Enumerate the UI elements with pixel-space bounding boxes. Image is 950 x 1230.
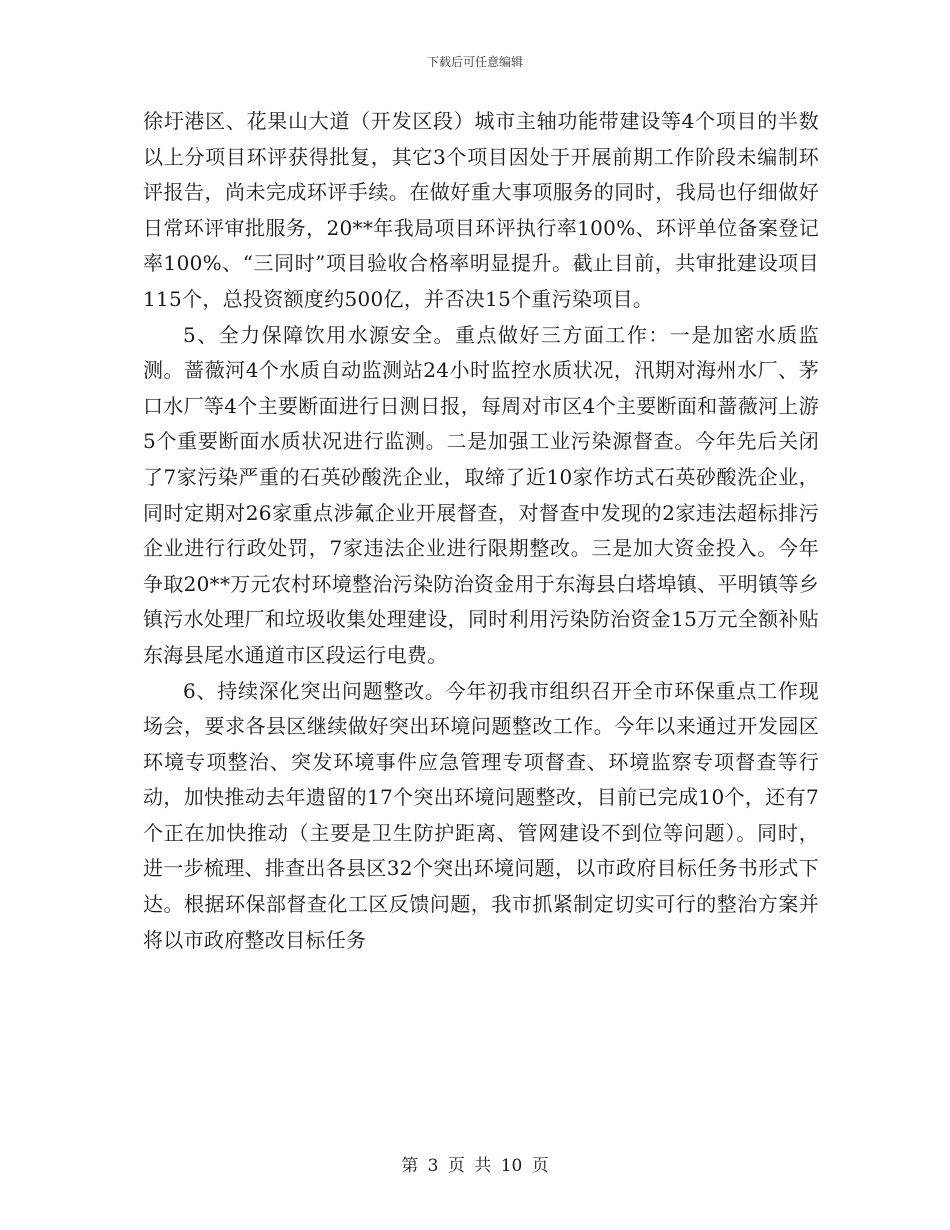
paragraph-continuation: 徐圩港区、花果山大道（开发区段）城市主轴功能带建设等4个项目的半数以上分项目环评获得批复，其它3个项目因处于开展前期工作阶段未编制环评报告，尚未完成环评手续。在做好重大事项服务的同时，我局也仔细做好日常环评审批服务，20**年我局项目环评执行率100%、环评单位备案登记率100%、“三同时”项目验收合格率明显提升。截止目前，共审批建设项目115个，总投资额度约500亿，并否决15个重污染项目。 [143, 109, 819, 311]
page-header-note: 下载后可任意编辑 [426, 55, 523, 69]
paragraph-issue-rectification: 6、持续深化突出问题整改。今年初我市组织召开全市环保重点工作现场会，要求各县区继续做好突出环境问题整改工作。今年以来通过开发园区环境专项整治、突发环境事件应急管理专项督查、环境监察专项督查等行动，加快推动去年遗留的17个突出环境问题整改，目前已完成10个，还有7个正在加快推动（主要是卫生防护距离、管网建设不到位等问题）。同时，进一步梳理、排查出各县区32个突出环境问题，以市政府目标任务书形式下达。根据环保部督查化工区反馈问题，我市抓紧制定切实可行的整治方案并将以市政府整改目标任务 [143, 678, 819, 952]
page-number-footer: 第 3 页 共 10 页 [401, 1156, 549, 1176]
paragraph-water-safety: 5、全力保障饮用水源安全。重点做好三方面工作：一是加密水质监测。蔷薇河4个水质自动监测站24小时监控水质状况，汛期对海州水厂、茅口水厂等4个主要断面进行日测日报，每周对市区4个主要断面和蔷薇河上游5个重要断面水质状况进行监测。二是加强工业污染源督查。今年先后关闭了7家污染严重的石英砂酸洗企业，取缔了近10家作坊式石英砂酸洗企业，同时定期对26家重点涉氟企业开展督查，对督查中发现的2家违法超标排污企业进行行政处罚，7家违法企业进行限期整改。三是加大资金投入。今年争取20**万元农村环境整治污染防治资金用于东海县白塔埠镇、平明镇等乡镇污水处理厂和垃圾收集处理建设，同时利用污染防治资金15万元全额补贴东海县尾水通道市区段运行电费。 [143, 322, 819, 667]
document-body [143, 104, 819, 958]
